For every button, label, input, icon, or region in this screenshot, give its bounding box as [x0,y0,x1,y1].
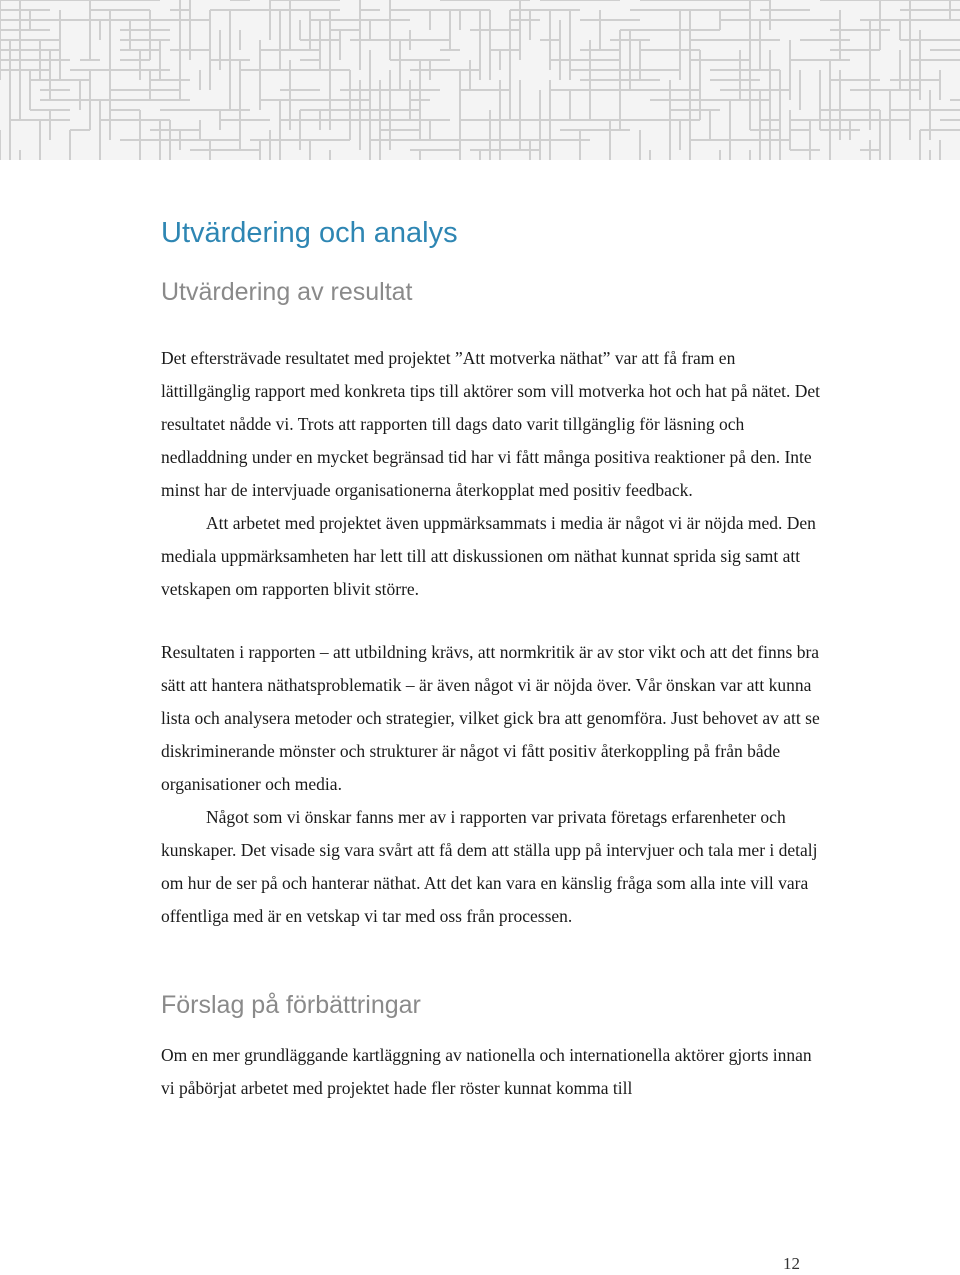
header-maze-pattern [0,0,960,160]
paragraph-2: Att arbetet med projektet även uppmärksammats i media är något vi är nöjda med. Den mediala uppmärksamheten har lett till att diskussionen om näthat kunnat sprida sig samt att vetskapen om rapporten blivit större. [161,513,816,599]
section-heading-improvements: Förslag på förbättringar [161,991,421,1019]
paragraph-4: Något som vi önskar fanns mer av i rapporten var privata företags erfarenheter och kunskaper. Det visade sig vara svårt att få dem att ställa upp på intervjuer och tala mer i detalj om hur de ser på och hanterar näthat. Att det kan vara en känslig fråga som alla inte vill vara offentliga med är en vetskap vi tar med oss från processen. [161,807,818,926]
paragraph-5: Om en mer grundläggande kartläggning av nationella och internationella aktörer gjorts innan vi påbörjat arbetet med projektet hade fler röster kunnat komma till [161,1045,812,1098]
page-content [161,208,821,1105]
sub-heading: Utvärdering av resultat [161,278,413,306]
paragraph-1: Det eftersträvade resultatet med projektet ”Att motverka näthat” var att få fram en lättillgänglig rapport med konkreta tips till aktörer som vill motverka hot och hat på nätet. Det resultatet nådde vi. Trots att rapporten till dags dato varit tillgänglig för läsning och nedladdning under en mycket begränsad tid har vi fått många positiva reaktioner på den. Inte minst har de intervjuade organisationerna återkopplat med positiv feedback. [161,348,821,500]
paragraph-3: Resultaten i rapporten – att utbildning krävs, att normkritik är av stor vikt och att det finns bra sätt att hantera näthatsproblematik – är även något vi är nöjda över. Vår önskan var att kunna lista och analysera metoder och strategier, vilket gick bra att genomföra. Just behovet av att se diskriminerande mönster och strukturer är något vi fått positiv återkoppling på från både organisationer och media. [161,642,820,794]
maze-pattern-graphic [0,0,960,160]
main-heading: Utvärdering och analys [161,217,458,249]
page-number: 12 [783,1254,800,1273]
